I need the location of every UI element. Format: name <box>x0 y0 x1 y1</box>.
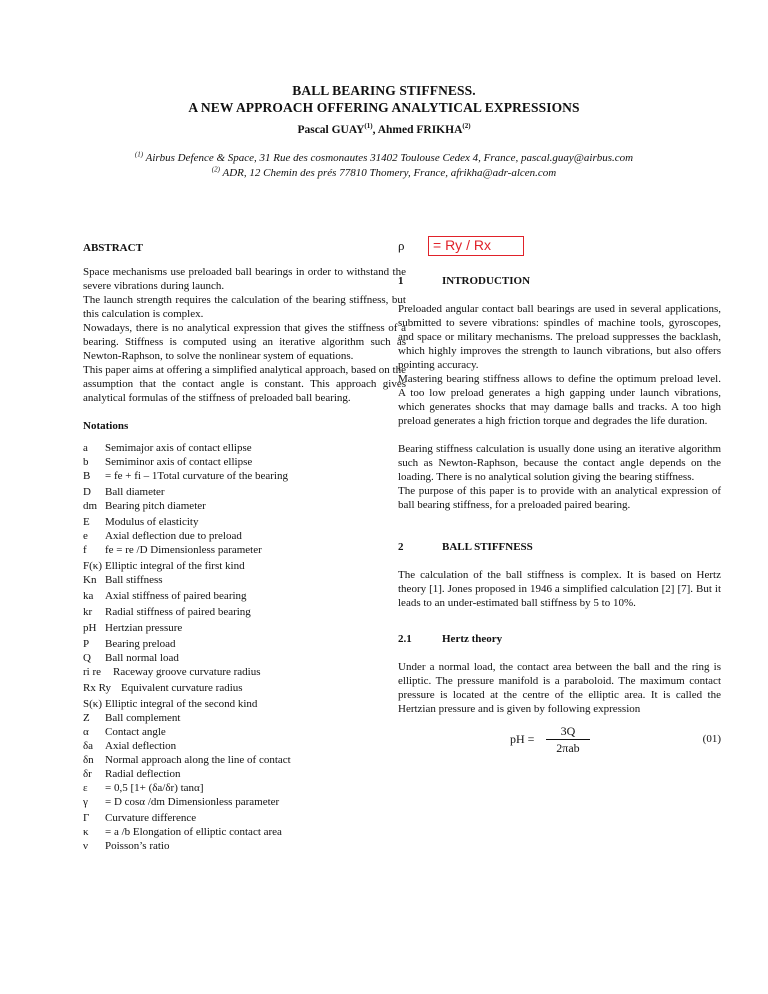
author-2-affil-mark: (2) <box>462 122 471 131</box>
notation-row <box>83 637 406 651</box>
notation-row <box>83 485 406 499</box>
notations-heading: Notations <box>83 420 129 432</box>
notation-symbol: ν <box>83 840 88 852</box>
intro-paragraph-3: Bearing stiffness calculation is usually done using an iterative algorithm such as Newton-Raphson, because the contact angle depends on the loading. There is no analytical solution giving the bearing stiffness. <box>398 443 721 483</box>
ball-stiffness-paragraph: The calculation of the ball stiffness is complex. It is based on Hertz theory [1]. Jones proposed in 1946 a simplified calculation [2] [7]. But it leads to an under-estimated ball stiffness by 5 to 10%. <box>398 569 721 609</box>
paper-title-line-2: A NEW APPROACH OFFERING ANALYTICAL EXPRESSIONS <box>188 100 580 115</box>
notation-symbol: ka <box>83 590 94 602</box>
fraction-bar <box>546 739 590 740</box>
notation-row <box>83 573 406 589</box>
notation-description: Radial stiffness of paired bearing <box>105 606 251 618</box>
notation-row <box>83 767 406 781</box>
equation-fraction <box>546 724 590 755</box>
notation-row <box>83 455 406 469</box>
notation-symbol: S(κ) <box>83 698 102 710</box>
affiliation-2-text: ADR, 12 Chemin des prés 77810 Thomery, France, afrikha@adr-alcen.com <box>222 167 557 179</box>
notation-description: Semiminor axis of contact ellipse <box>105 456 253 468</box>
notation-row <box>83 711 406 725</box>
notation-symbol: dm <box>83 500 98 512</box>
notation-description: Radial deflection <box>105 768 181 780</box>
abstract-paragraph-2: The launch strength requires the calculation of the bearing stiffness, but this calculation is complex. <box>83 294 406 320</box>
notation-row <box>83 515 406 529</box>
notation-description: Poisson’s ratio <box>105 840 170 852</box>
notation-symbol: B <box>83 470 91 482</box>
notation-row <box>83 469 406 485</box>
notations-list <box>83 441 406 853</box>
notation-description: Elliptic integral of the second kind <box>105 698 258 710</box>
section-2-1-heading <box>398 632 721 646</box>
notation-symbol: P <box>83 638 90 650</box>
notation-row <box>83 795 406 811</box>
notation-description: = 0,5 [1+ (δa/δr) tanα] <box>105 782 204 794</box>
affiliation-2 <box>0 167 768 179</box>
author-1-affil-mark: (1) <box>364 122 373 131</box>
notation-symbol: Rx Ry <box>83 682 111 694</box>
notation-symbol: κ <box>83 826 89 838</box>
notation-row <box>83 825 406 839</box>
notation-description: Raceway groove curvature radius <box>113 666 261 678</box>
notation-description: = a /b Elongation of elliptic contact area <box>105 826 282 838</box>
abstract-paragraph-3: Nowadays, there is no analytical expression that gives the stiffness of a bearing. Stiffness is computed using an iterative algorithm such as Newton-Raphson, to solve the nonlinear system of equations. <box>83 322 406 362</box>
notation-row <box>83 621 406 637</box>
affiliation-1-text: Airbus Defence & Space, 31 Rue des cosmonautes 31402 Toulouse Cedex 4, France, pascal.guay@airbus.com <box>145 152 634 164</box>
notation-description: = fe + fi – 1Total curvature of the bearing <box>105 470 288 482</box>
notation-symbol: e <box>83 530 88 542</box>
section-2-heading <box>398 540 721 554</box>
abstract-paragraph-1: Space mechanisms use preloaded ball bearings in order to withstand the severe vibrations during launch. <box>83 266 406 292</box>
notation-description: Modulus of elasticity <box>105 516 199 528</box>
section-1-title: INTRODUCTION <box>442 275 531 287</box>
equation-number: (01) <box>702 733 721 745</box>
notation-description: Bearing pitch diameter <box>105 500 206 512</box>
notation-description: = D cosα /dm Dimensionless parameter <box>105 796 280 808</box>
paper-title-line-1: BALL BEARING STIFFNESS. <box>292 83 476 98</box>
notation-symbol: F(κ) <box>83 560 102 572</box>
rho-definition <box>398 234 721 258</box>
notation-row <box>83 499 406 515</box>
notation-symbol: γ <box>83 796 88 808</box>
notation-description: Hertzian pressure <box>105 622 183 634</box>
notation-symbol: a <box>83 442 88 454</box>
notation-row <box>83 739 406 753</box>
notation-description: Ball normal load <box>105 652 179 664</box>
notation-row <box>83 681 406 697</box>
notation-row <box>83 753 406 767</box>
notation-description: Contact angle <box>105 726 166 738</box>
notation-row <box>83 651 406 665</box>
notation-symbol: b <box>83 456 89 468</box>
section-2-title: BALL STIFFNESS <box>442 541 533 553</box>
notation-row <box>83 605 406 621</box>
notation-row <box>83 839 406 853</box>
author-line <box>0 124 768 136</box>
notation-symbol: ε <box>83 782 88 794</box>
notation-row <box>83 665 406 681</box>
notation-symbol: ri re <box>83 666 102 678</box>
affiliation-1 <box>0 152 768 164</box>
notation-symbol: Z <box>83 712 90 724</box>
right-column <box>398 234 721 754</box>
notation-description: Normal approach along the line of contact <box>105 754 291 766</box>
notation-description: Bearing preload <box>105 638 176 650</box>
notation-symbol: δa <box>83 740 94 752</box>
section-2-number: 2 <box>398 541 404 553</box>
notation-symbol: Γ <box>83 812 90 824</box>
notation-symbol: D <box>83 486 91 498</box>
notation-row <box>83 529 406 543</box>
notation-symbol: α <box>83 726 89 738</box>
notation-symbol: δr <box>83 768 92 780</box>
notation-symbol: kr <box>83 606 93 618</box>
affiliation-2-mark: (2) <box>211 165 220 174</box>
author-separator: , <box>372 124 378 136</box>
notation-row <box>83 811 406 825</box>
section-1-heading <box>398 274 721 288</box>
notation-symbol: pH <box>83 622 97 634</box>
notation-row <box>83 543 406 559</box>
notation-description: Equivalent curvature radius <box>121 682 243 694</box>
notation-description: fe = re /D Dimensionless parameter <box>105 544 262 556</box>
abstract-paragraph-4: This paper aims at offering a simplified analytical approach, based on the assumption that the contact angle is constant. This approach gives analytical formulas of the stiffness of preloaded ball bearing. <box>83 364 406 404</box>
rho-symbol: ρ <box>398 238 405 253</box>
notation-symbol: E <box>83 516 90 528</box>
intro-paragraph-4: The purpose of this paper is to provide with an analytical expression of ball bearing stiffness, for a preloaded paired bearing. <box>398 485 721 511</box>
notation-description: Axial stiffness of paired bearing <box>105 590 247 602</box>
notation-description: Ball diameter <box>105 486 165 498</box>
notation-symbol: Kn <box>83 574 97 586</box>
left-column <box>83 241 406 853</box>
notation-row <box>83 697 406 711</box>
author-1: Pascal GUAY <box>297 124 365 136</box>
section-2-1-title: Hertz theory <box>442 633 503 645</box>
notation-description: Ball complement <box>105 712 181 724</box>
notation-description: Axial deflection due to preload <box>105 530 242 542</box>
notation-symbol: f <box>83 544 87 556</box>
notation-description: Axial deflection <box>105 740 177 752</box>
notation-row <box>83 725 406 739</box>
section-1-number: 1 <box>398 275 404 287</box>
notation-description: Ball stiffness <box>105 574 163 586</box>
equation-numerator: 3Q <box>560 724 576 738</box>
notation-row <box>83 441 406 455</box>
hertz-theory-paragraph: Under a normal load, the contact area between the ball and the ring is elliptic. The pressure manifold is a paraboloid. The maximum contact pressure is located at the centre of the elliptic area. It is called the Hertzian pressure and is given by following expression <box>398 661 721 715</box>
rho-highlighted-definition: = Ry / Rx <box>428 236 524 256</box>
notation-symbol: Q <box>83 652 91 664</box>
affiliation-1-mark: (1) <box>134 150 144 159</box>
notation-row <box>83 559 406 573</box>
intro-paragraph-2: Mastering bearing stiffness allows to define the optimum preload level. A too low preload generates a high gapping under launch vibrations, which generates shocks that may damage balls and tracks. A too high preload generates a high friction torque and degrades the life duration. <box>398 373 721 427</box>
notation-description: Elliptic integral of the first kind <box>105 560 245 572</box>
notation-row <box>83 589 406 605</box>
notation-description: Curvature difference <box>105 812 197 824</box>
notation-row <box>83 781 406 795</box>
abstract-heading: ABSTRACT <box>83 242 143 254</box>
author-2: Ahmed FRIKHA <box>377 124 463 136</box>
equation-lhs: pH = <box>510 732 535 746</box>
equation-01 <box>398 724 721 754</box>
equation-denominator: 2πab <box>556 741 580 755</box>
intro-paragraph-1: Preloaded angular contact ball bearings are used in several applications, submitted to severe vibrations: spindles of machine tools, gyroscopes, and space or military mechanisms. The preload suppresses the backlash, which highly improves the strength to launch vibrations, but also offers pointing accuracy. <box>398 303 721 371</box>
notation-symbol: δn <box>83 754 94 766</box>
section-2-1-number: 2.1 <box>398 633 412 645</box>
notation-description: Semimajor axis of contact ellipse <box>105 442 252 454</box>
